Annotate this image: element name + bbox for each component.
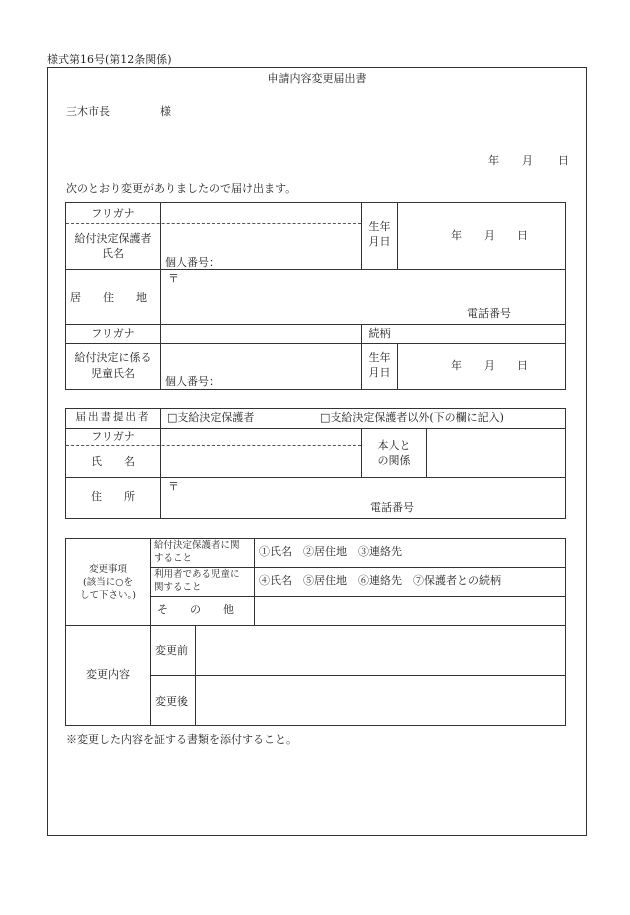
- residence-field[interactable]: [161, 285, 461, 305]
- submitter-label: 届出書提出者: [75, 411, 151, 423]
- other-field[interactable]: [255, 597, 565, 624]
- addressee-name: 三木市長: [66, 105, 110, 118]
- my-number-label-2: 個人番号：: [165, 375, 220, 388]
- date-day: 日: [558, 154, 569, 167]
- relation-label: 本人と: [377, 439, 411, 452]
- postal-mark-2: 〒: [168, 480, 179, 493]
- submitter-address-label: 住 所: [91, 490, 135, 503]
- child-birth-date[interactable]: 年 月 日: [451, 359, 528, 372]
- birth-label-2b: 月日: [368, 366, 391, 379]
- guardian-name-label-2: 氏名: [102, 247, 124, 260]
- change-item-label-2: (該当に○を: [83, 577, 133, 588]
- change-content-label: 変更内容: [86, 668, 130, 681]
- child-name-label-2: 児童氏名: [91, 367, 135, 380]
- submitter-furigana-label: フリガナ: [91, 430, 135, 443]
- option-guardian-checkbox[interactable]: □支給決定保護者: [167, 411, 255, 424]
- birth-label-1b: 月日: [368, 235, 391, 248]
- date-year: 年: [488, 154, 499, 167]
- relationship-field[interactable]: [398, 325, 565, 342]
- footnote: ※変更した内容を証する書類を添付すること。: [66, 733, 297, 746]
- child-items-options[interactable]: ④氏名 ⑤居住地 ⑥連絡先 ⑦保護者との続柄: [259, 574, 501, 587]
- after-label: 変更後: [155, 695, 188, 708]
- guardian-furigana-field[interactable]: [161, 203, 360, 223]
- child-name-field[interactable]: [161, 344, 360, 374]
- guardian-birth-date[interactable]: 年 月 日: [451, 229, 528, 242]
- intro-text: 次のとおり変更がありましたので届け出ます。: [66, 182, 297, 195]
- child-name-label: 給付決定に係る: [74, 351, 152, 364]
- phone-label-1: 電話番号: [467, 307, 511, 320]
- before-field[interactable]: [196, 626, 565, 674]
- option-other-checkbox[interactable]: □支給決定保護者以外(下の欄に記入): [320, 411, 504, 424]
- submitter-name-label: 氏 名: [91, 455, 135, 468]
- guardian-items-label: 給付決定保護者に関: [154, 540, 240, 551]
- relation-field[interactable]: [427, 429, 565, 476]
- guardian-name-label: 給付決定保護者: [74, 232, 152, 245]
- child-furigana-field[interactable]: [161, 325, 360, 342]
- child-items-label: 利用者である児童に: [154, 569, 240, 580]
- guardian-items-label-2: すること: [154, 553, 193, 564]
- phone-label-2: 電話番号: [370, 501, 414, 514]
- change-item-label: 変更事項: [88, 564, 127, 575]
- guardian-items-options[interactable]: ①氏名 ②居住地 ③連絡先: [259, 545, 402, 558]
- form-title: 申請内容変更届出書: [267, 72, 367, 85]
- addressee-honorific: 様: [160, 105, 171, 118]
- date-month: 月: [522, 154, 533, 167]
- my-number-label-1: 個人番号：: [165, 256, 220, 269]
- birth-label-1: 生年: [368, 220, 391, 233]
- before-label: 変更前: [155, 644, 188, 657]
- submitter-name-field[interactable]: [161, 446, 360, 476]
- other-label: そ の 他: [157, 603, 234, 616]
- furigana-label-2: フリガナ: [91, 327, 135, 340]
- birth-label-2: 生年: [368, 351, 391, 364]
- furigana-label-1: フリガナ: [91, 207, 135, 220]
- form-number: 様式第16号(第12条関係): [47, 53, 172, 66]
- after-field[interactable]: [196, 676, 565, 725]
- relation-label-2: の関係: [377, 454, 411, 467]
- change-item-label-3: して下さい。): [80, 590, 136, 601]
- submitter-furigana-field[interactable]: [161, 429, 360, 444]
- postal-mark-1: 〒: [168, 272, 179, 285]
- child-items-label-2: 関すること: [154, 582, 202, 593]
- submitter-address-field[interactable]: [161, 478, 565, 500]
- relationship-label: 続柄: [368, 327, 391, 340]
- residence-label: 居 住 地: [70, 291, 147, 304]
